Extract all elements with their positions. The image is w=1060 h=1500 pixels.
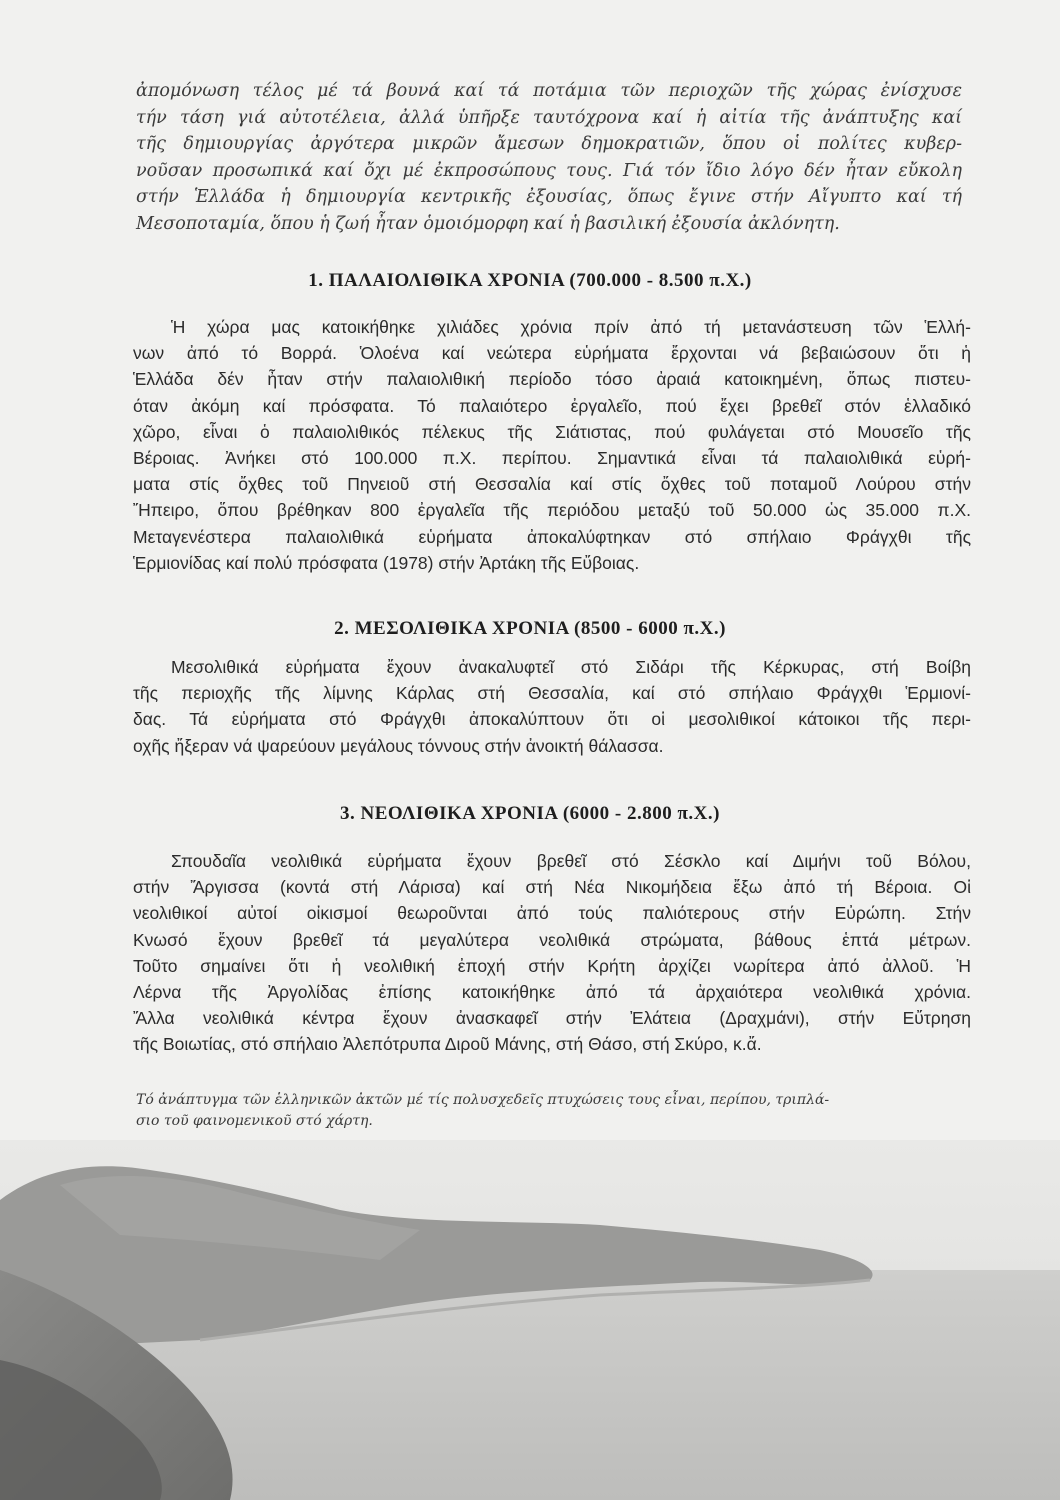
paragraph-line: Κνωσό ἔχουν βρεθεῖ τά μεγαλύτερα νεολιθικά στρώματα, βάθους ἑπτά μέτρων. xyxy=(133,929,971,950)
paragraph-line: τῆς περιοχῆς τῆς λίμνης Κάρλας στή Θεσσαλία, καί στό σπήλαιο Φράγχθι Ἑρμιονί- xyxy=(133,683,971,704)
caption-line: σιο τοῦ φαινομενικοῦ στό χάρτη. xyxy=(136,1112,373,1129)
paragraph-line: Ἤπειρο, ὅπου βρέθηκαν 800 ἐργαλεῖα τῆς περιόδου μεταξύ τοῦ 50.000 ὡς 35.000 π.Χ. xyxy=(133,500,971,521)
intro-paragraph xyxy=(136,78,962,237)
paragraph-line: Βέροιας. Ἀνήκει στό 100.000 π.Χ. περίπου. Σημαντικά εἶναι τά παλαιολιθικά εὑρή- xyxy=(133,448,971,469)
paragraph-line: νεολιθικοί αὐτοί οἰκισμοί θεωροῦνται ἀπό τούς παλιότερους στήν Εὐρώπη. Στήν xyxy=(133,903,971,924)
paragraph-line: τῆς Βοιωτίας, στό σπήλαιο Ἀλεπότρυπα Διροῦ Μάνης, στή Θάσο, στή Σκύρο, κ.ἄ. xyxy=(133,1034,762,1055)
paragraph-line: Μεταγενέστερα παλαιολιθικά εὑρήματα ἀποκαλύφτηκαν στό σπήλαιο Φράγχθι τῆς xyxy=(133,526,971,547)
paragraph-line: δας. Τά εὑρήματα στό Φράγχθι ἀποκαλύπτουν ὅτι οἱ μεσολιθικοί κάτοικοι τῆς περι- xyxy=(133,709,971,730)
caption-line: Τό ἀνάπτυγμα τῶν ἑλληνικῶν ἀκτῶν μέ τίς πολυσχεδεῖς πτυχώσεις τους εἶναι, περίπου, τριπλά- xyxy=(136,1092,830,1108)
intro-line: νοῦσαν προσωπικά καί ὄχι μέ ἐκπροσώπους τους. Γιά τόν ἴδιο λόγο δέν ἦταν εὔκολη xyxy=(136,160,962,181)
paragraph-line: Τοῦτο σημαίνει ὅτι ἡ νεολιθική ἐποχή στήν Κρήτη ἀρχίζει νωρίτερα ἀπό ἀλλοῦ. Ἡ xyxy=(133,955,971,976)
intro-line: Μεσοποταμία, ὅπου ἡ ζωή ἦταν ὁμοιόμορφη καί ἡ βασιλική ἐξουσία ἀκλόνητη. xyxy=(136,213,840,234)
intro-line: τῆς δημιουργίας ἀργότερα μικρῶν ἄμεσων δημοκρατιῶν, ὅπου οἱ πολίτες κυβερ- xyxy=(136,134,962,154)
paragraph-line: Σπουδαῖα νεολιθικά εὑρήματα ἔχουν βρεθεῖ στό Σέσκλο καί Διμήνι τοῦ Βόλου, xyxy=(171,851,971,871)
section-2-heading: 2. ΜΕΣΟΛΙΘΙΚΑ ΧΡΟΝΙΑ (8500 - 6000 π.Χ.) xyxy=(334,618,726,639)
paragraph-line: στήν Ἄργισσα (κοντά στή Λάρισα) καί στή Νέα Νικομήδεια ἔξω ἀπό τή Βέροια. Οἱ xyxy=(133,877,971,898)
section-1-paragraph xyxy=(133,314,971,576)
section-1-heading: 1. ΠΑΛΑΙΟΛΙΘΙΚΑ ΧΡΟΝΙΑ (700.000 - 8.500 π.Χ.) xyxy=(308,270,752,291)
paragraph-line: ματα στίς ὄχθες τοῦ Πηνειοῦ στή Θεσσαλία καί στίς ὄχθες τοῦ ποταμοῦ Λούρου στήν xyxy=(133,474,971,495)
paragraph-line: Λέρνα τῆς Ἀργολίδας ἐπίσης κατοικήθηκε ἀπό τά ἀρχαιότερα νεολιθικά χρόνια. xyxy=(133,982,971,1003)
paragraph-line: Ἑλλάδα δέν ἦταν στήν παλαιολιθική περίοδο τόσο ἀραιά κατοικημένη, ὅπως πιστευ- xyxy=(133,369,971,390)
paragraph-line: Ἑρμιονίδας καί πολύ πρόσφατα (1978) στήν Ἀρτάκη τῆς Εὔβοιας. xyxy=(133,552,640,573)
paragraph-line: χῶρο, εἶναι ὁ παλαιολιθικός πέλεκυς τῆς Σιάτιστας, πού φυλάγεται στό Μουσεῖο τῆς xyxy=(133,421,971,442)
intro-line: στήν Ἑλλάδα ἡ δημιουργία κεντρικῆς ἐξουσίας, ὅπως ἔγινε στήν Αἴγυπτο καί τή xyxy=(136,187,962,207)
section-2-paragraph xyxy=(133,654,971,759)
paragraph-line: Ἡ χώρα μας κατοικήθηκε χιλιάδες χρόνια πρίν ἀπό τή μετανάστευση τῶν Ἑλλή- xyxy=(171,317,971,337)
paragraph-line: όταν ἀκόμη καί πρόσφατα. Τό παλαιότερο ἐργαλεῖο, πού ἔχει βρεθεῖ στόν ἑλλαδικό xyxy=(133,395,971,416)
intro-line: ἀπομόνωση τέλος μέ τά βουνά καί τά ποτάμια τῶν περιοχῶν τῆς χώρας ἐνίσχυσε xyxy=(136,81,962,101)
section-3-heading: 3. ΝΕΟΛΙΘΙΚΑ ΧΡΟΝΙΑ (6000 - 2.800 π.Χ.) xyxy=(340,803,720,824)
photo-caption xyxy=(136,1090,986,1131)
intro-line: τήν τάση γιά αὐτοτέλεια, ἀλλά ὑπῆρξε ταυτόχρονα καί ἡ αἰτία τῆς ἀνάπτυξης καί xyxy=(136,107,962,128)
paragraph-line: οχῆς ἤξεραν νά ψαρεύουν μεγάλους τόννους στήν ἀνοικτή θάλασσα. xyxy=(133,735,664,756)
paragraph-line: νων ἀπό τό Βορρά. Ὁλοένα καί νεώτερα εὑρήματα ἔρχονται νά βεβαιώσουν ὅτι ἡ xyxy=(133,343,971,364)
paragraph-line: Ἄλλα νεολιθικά κέντρα ἔχουν ἀνασκαφεῖ στήν Ἐλάτεια (Δραχμάνι), στήν Εὔτρηση xyxy=(133,1008,971,1029)
coastline-photo xyxy=(0,1140,1060,1500)
paragraph-line: Μεσολιθικά εὑρήματα ἔχουν ἀνακαλυφτεῖ στό Σιδάρι τῆς Κέρκυρας, στή Βοίβη xyxy=(171,657,971,677)
section-3-paragraph xyxy=(133,848,971,1058)
